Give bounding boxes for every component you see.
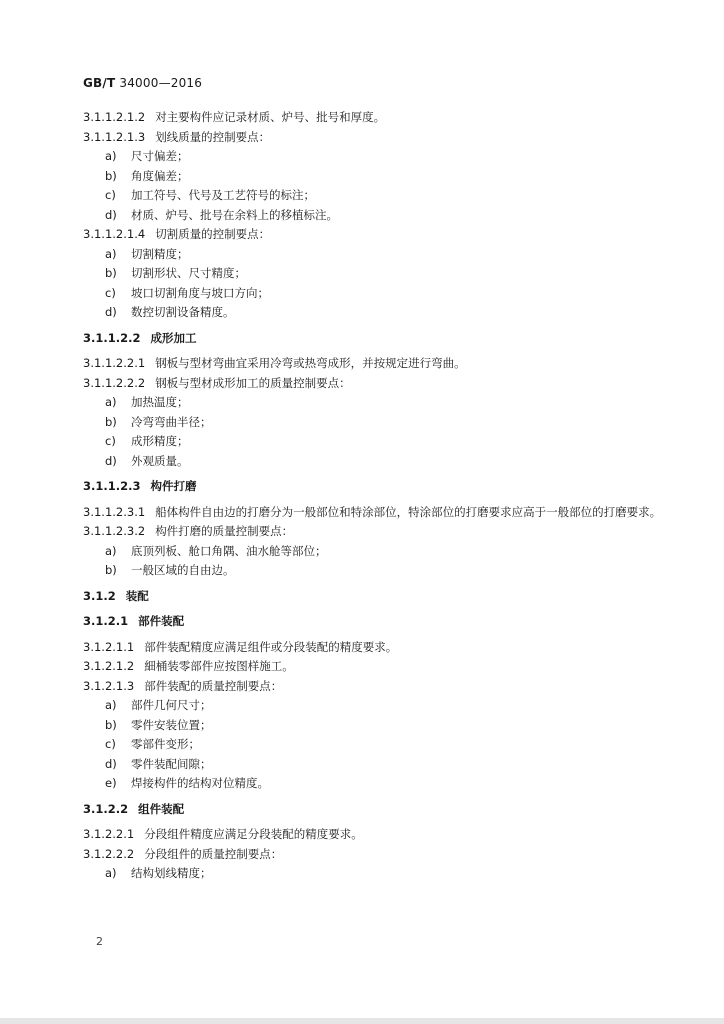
clause-text: 切割质量的控制要点： [155,227,271,241]
bottom-scroll-edge [0,1018,724,1024]
list-item-text: 部件几何尺寸； [131,698,212,712]
list-item [83,735,663,755]
list-item [83,413,663,433]
page-number: 2 [96,935,103,948]
clause-text: 对主要构件应记录材质、炉号、批号和厚度。 [155,110,386,124]
clause-text: 构件打磨 [150,479,197,493]
list-marker: a) [105,698,117,712]
clause-number: 3.1.1.2.1.3 [83,129,146,144]
clause-number: 3.1.1.2.3.1 [83,504,146,519]
clause-line [83,825,663,845]
list-item-text: 外观质量。 [131,453,189,468]
standard-code: GB/T [83,76,116,90]
clause-text: 部件装配 [138,614,185,628]
clause-number: 3.1.1.2.3 [83,479,141,493]
list-item [83,774,663,794]
clause-line [83,128,663,148]
clause-line [83,108,663,128]
list-item-text: 成形精度； [131,434,189,448]
clause-line [83,225,663,245]
list-marker: c) [105,434,116,448]
list-marker: c) [105,737,116,751]
clause-line [83,374,663,394]
list-marker: b) [105,414,117,429]
standard-header [83,76,202,90]
list-item [83,542,663,562]
clause-number: 3.1.2.2.1 [83,827,135,841]
list-marker: b) [105,717,117,732]
list-item [83,561,663,581]
list-item-text: 加热温度； [131,395,189,409]
list-item [83,864,663,884]
list-item [83,716,663,736]
list-item [83,696,663,716]
clause-number: 3.1.2.1 [83,614,129,628]
clause-number: 3.1.1.2.1.2 [83,110,146,124]
list-marker: b) [105,266,117,280]
clause-number: 3.1.1.2.2.1 [83,356,146,370]
list-item-text: 结构划线精度； [131,866,212,880]
list-marker: c) [105,285,116,300]
clause-number: 3.1.1.2.2 [83,330,141,345]
list-marker: d) [105,453,117,468]
list-item-text: 材质、炉号、批号在余料上的移植标注。 [131,207,338,222]
clause-text: 组件装配 [138,801,185,816]
list-item-text: 角度偏差； [131,168,189,183]
clause-text: 細桶装零部件应按图样施工。 [144,659,294,673]
list-item [83,303,663,323]
clause-number: 3.1.2.1.2 [83,659,135,673]
clause-line [83,845,663,865]
list-item [83,167,663,187]
list-marker: a) [105,246,117,261]
list-item-text: 冷弯弯曲半径； [131,414,212,429]
clause-number: 3.1.1.2.2.2 [83,375,146,390]
clause-number: 3.1.2 [83,588,116,603]
list-marker: a) [105,543,117,558]
list-marker: a) [105,395,117,409]
section-heading [83,587,663,607]
list-marker: b) [105,168,117,183]
section-heading [83,800,663,820]
list-item-text: 坡口切割角度与坡口方向； [131,285,269,300]
section-heading [83,329,663,349]
list-item-text: 零部件变形； [131,737,200,751]
list-item-text: 焊接构件的结构对位精度。 [131,776,269,790]
list-marker: d) [105,756,117,771]
clause-line [83,677,663,697]
list-marker: a) [105,866,117,880]
clause-text: 分段组件精度应满足分段装配的精度要求。 [144,827,363,841]
list-item [83,393,663,413]
list-item [83,186,663,206]
list-item [83,432,663,452]
clause-text: 划线质量的控制要点： [155,129,271,144]
clause-line [83,522,663,542]
list-item-text: 零件装配间隙； [131,756,212,771]
clause-paragraph [83,503,663,523]
list-item [83,284,663,304]
clause-number: 3.1.1.2.1.4 [83,227,146,241]
clause-number: 3.1.1.2.3.2 [83,524,146,538]
clause-number: 3.1.2.1.3 [83,678,135,693]
list-marker: d) [105,305,117,319]
clause-text: 构件打磨的质量控制要点： [155,524,294,538]
list-item-text: 零件安装位置； [131,717,212,732]
list-item [83,147,663,167]
clause-line [83,638,663,658]
list-item [83,245,663,265]
list-item-text: 加工符号、代号及工艺符号的标注； [131,188,315,202]
clause-text: 船体构件自由边的打磨分为一般部位和特涂部位，特涂部位的打磨要求应高于一般部位的打磨要求。 [155,504,662,519]
list-marker: c) [105,188,116,202]
clause-line [83,354,663,374]
section-heading [83,612,663,632]
clause-text: 钢板与型材弯曲宜采用冷弯或热弯成形，并按规定进行弯曲。 [155,356,466,370]
list-item-text: 一般区域的自由边。 [131,563,235,577]
clause-text: 装配 [125,588,149,603]
clause-text: 成形加工 [150,330,197,345]
list-item-text: 切割形状、尺寸精度； [131,266,246,280]
list-marker: b) [105,563,117,577]
list-item-text: 底顶列板、舱口角隅、油水舱等部位； [131,543,327,558]
clause-text: 部件装配的质量控制要点： [144,678,283,693]
clause-number: 3.1.2.2.2 [83,846,135,861]
standard-number: 34000—2016 [119,76,203,90]
clause-line [83,657,663,677]
clause-number: 3.1.2.1.1 [83,639,135,654]
list-item [83,452,663,472]
clause-text: 钢板与型材成形加工的质量控制要点： [155,375,351,390]
document-body [83,108,663,884]
list-item [83,264,663,284]
list-item-text: 尺寸偏差； [131,149,189,163]
list-item [83,755,663,775]
list-marker: a) [105,149,117,163]
clause-text: 部件装配精度应满足组件或分段装配的精度要求。 [144,639,398,654]
section-heading [83,477,663,497]
list-marker: e) [105,776,117,790]
list-item-text: 切割精度； [131,246,189,261]
list-item-text: 数控切割设备精度。 [131,305,235,319]
clause-text: 分段组件的质量控制要点： [144,846,283,861]
list-marker: d) [105,207,117,222]
clause-number: 3.1.2.2 [83,801,129,816]
list-item [83,206,663,226]
